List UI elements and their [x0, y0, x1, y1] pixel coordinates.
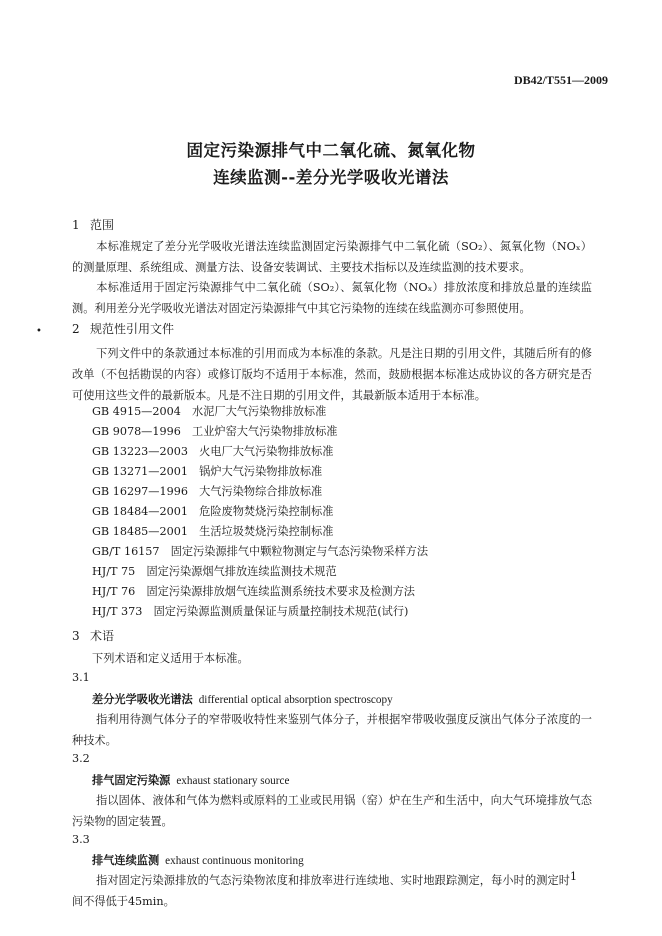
section-3-heading: [72, 627, 114, 644]
term-number: 3.1: [72, 671, 90, 684]
reference-item: GB 4915—2004 水泥厂大气污染物排放标准: [92, 405, 327, 418]
margin-mark: •: [36, 326, 42, 337]
document-title-line-1: 固定污染源排气中二氧化硫、氮氧化物: [186, 141, 476, 160]
document-title-line-2: 连续监测--差分光学吸收光谱法: [213, 168, 449, 187]
section-title: 术语: [90, 629, 115, 643]
section-number: 2: [72, 322, 80, 336]
section-2-heading: [72, 320, 174, 337]
term-heading: [92, 852, 304, 868]
section-2-paragraph: 下列文件中的条款通过本标准的引用而成为本标准的条款。凡是注日期的引用文件，其随后所有的修改单（不包括勘误的内容）或修订版均不适用于本标准，然而，鼓励根据本标准达成协议的各方研究是否可使用这些文件的最新版本。凡是不注日期的引用文件，其最新版本适用于本标准。: [72, 347, 592, 402]
term-definition: 指对固定污染源排放的气态污染物浓度和排放率进行连续地、实时地跟踪测定，每小时的测定时间不得低于45min。: [72, 874, 570, 908]
section-number: 1: [72, 218, 80, 232]
term-english: exhaust stationary source: [176, 775, 290, 787]
section-number: 3: [72, 629, 80, 643]
reference-item: GB 13223—2003 火电厂大气污染物排放标准: [92, 445, 334, 458]
term-name: 排气固定污染源: [92, 773, 171, 787]
standard-number: DB42/T551—2009: [514, 73, 609, 87]
term-name: 排气连续监测: [92, 853, 160, 867]
term-definition: 指利用待测气体分子的窄带吸收特性来鉴别气体分子，并根据窄带吸收强度反演出气体分子浓度的一种技术。: [72, 713, 592, 747]
section-3-intro: 下列术语和定义适用于本标准。: [92, 652, 249, 665]
reference-item: GB/T 16157 固定污染源排气中颗粒物测定与气态污染物采样方法: [92, 545, 429, 558]
term-heading: [92, 691, 393, 707]
reference-item: GB 16297—1996 大气污染物综合排放标准: [92, 485, 323, 498]
term-heading: [92, 772, 289, 788]
term-number: 3.2: [72, 752, 90, 765]
section-title: 范围: [90, 218, 115, 232]
section-1-paragraph-1: 本标准规定了差分光学吸收光谱法连续监测固定污染源排气中二氧化硫（SO₂）、氮氧化物（NOₓ）的测量原理、系统组成、测量方法、设备安装调试、主要技术指标以及连续监测的技术要求。: [72, 240, 592, 274]
reference-item: HJ/T 373 固定污染源监测质量保证与质量控制技术规范(试行): [92, 605, 409, 618]
term-definition: 指以固体、液体和气体为燃料或原料的工业或民用锅（窑）炉在生产和生活中，向大气环境排放气态污染物的固定装置。: [72, 794, 592, 828]
reference-item: GB 13271—2001 锅炉大气污染物排放标准: [92, 465, 323, 478]
term-name: 差分光学吸收光谱法: [92, 692, 193, 706]
reference-item: HJ/T 75 固定污染源烟气排放连续监测技术规范: [92, 565, 337, 578]
reference-item: GB 18485—2001 生活垃圾焚烧污染控制标准: [92, 525, 334, 538]
term-english: exhaust continuous monitoring: [165, 855, 304, 867]
section-1-heading: [72, 216, 114, 233]
section-title: 规范性引用文件: [90, 322, 175, 336]
term-english: differential optical absorption spectroscopy: [198, 694, 393, 706]
section-1-paragraph-2: 本标准适用于固定污染源排气中二氧化硫（SO₂）、氮氧化物（NOₓ）排放浓度和排放总量的连续监测。利用差分光学吸收光谱法对固定污染源排气中其它污染物的连续在线监测亦可参照使用。: [72, 281, 592, 315]
reference-item: GB 9078—1996 工业炉窑大气污染物排放标准: [92, 425, 338, 438]
reference-item: GB 18484—2001 危险废物焚烧污染控制标准: [92, 505, 334, 518]
term-number: 3.3: [72, 833, 90, 846]
page-number: 1: [570, 870, 577, 883]
reference-item: HJ/T 76 固定污染源排放烟气连续监测系统技术要求及检测方法: [92, 585, 415, 598]
